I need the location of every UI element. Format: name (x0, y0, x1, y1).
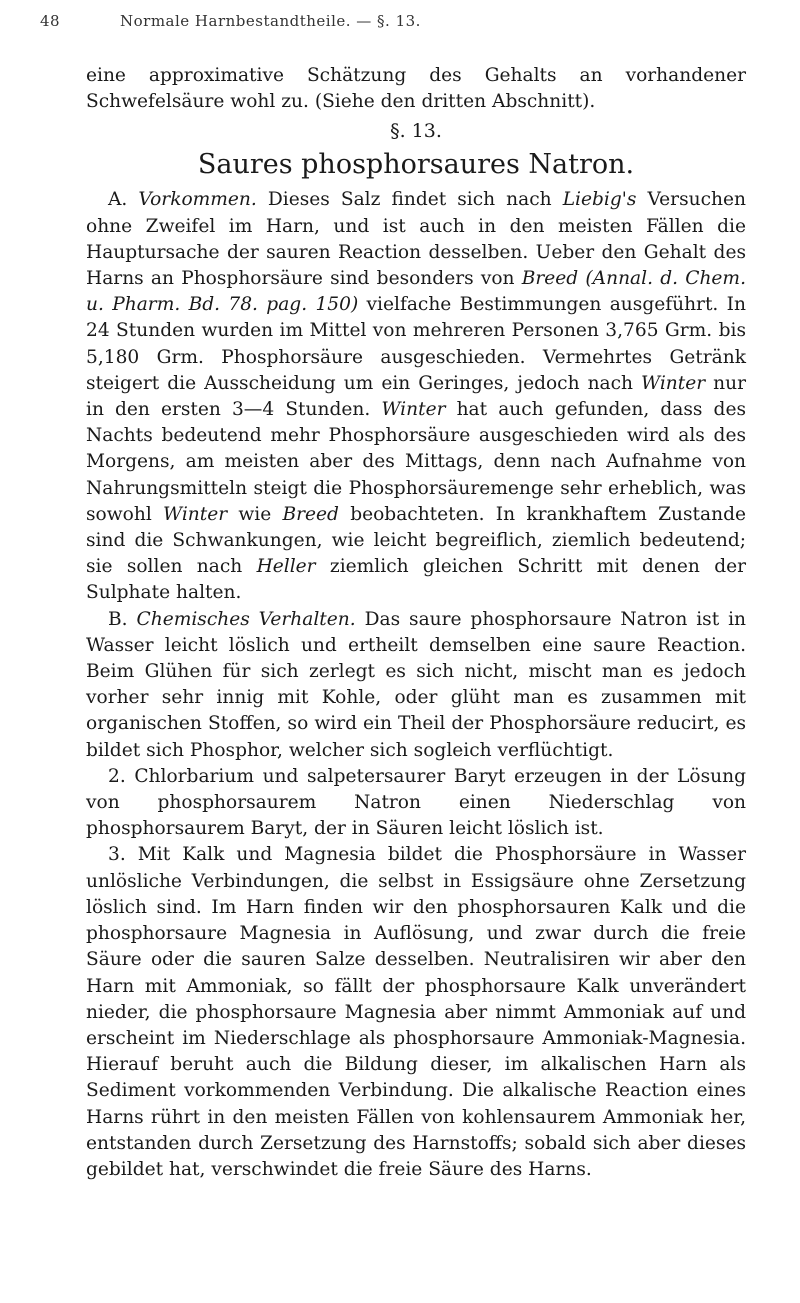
author-name: Heller (256, 556, 316, 578)
body-text (86, 63, 746, 1183)
paragraph-3: 3. Mit Kalk und Magnesia bildet die Phosphorsäure in Wasser unlösliche Verbindungen, die selbst in Essigsäure ohne Zersetzung löslich sind. Im Harn finden wir den phosphorsauren Kalk und die phosphorsaure Magnesia in Auflösung, und zwar durch die freie Säure oder die sauren Salze desselben. Neutralisiren wir aber den Harn mit Ammoniak, so fällt der phosphorsaure Kalk unverändert nieder, die phosphorsaure Magnesia aber nimmt Ammoniak auf und erscheint im Niederschlage als phosphorsaure Ammoniak-Magnesia. Hierauf beruht auch die Bildung dieser, im alkalischen Harn als Sediment vorkommenden Verbindung. Die alkalische Reaction eines Harns rührt in den meisten Fällen von kohlensaurem Ammoniak her, entstanden durch Zersetzung des Harnstoffs; sobald sich aber dieses gebildet hat, verschwindet die freie Säure des Harns. (86, 844, 746, 1180)
paragraph-b-label: B. (108, 608, 128, 630)
text-run: Versuchen ohne Zweifel im Harn, und ist auch in den meisten Fällen die Hauptursache der sauren Reaction desselben. Ueber den Gehalt des Harns an Phosphorsäure sind besonders von (86, 189, 746, 290)
citation: Breed (Annal. d. Chem. u. Pharm. Bd. 78. pag. 150) (86, 268, 746, 316)
paragraph-b-heading: Chemisches Verhalten. (136, 608, 356, 630)
author-name: Winter (381, 399, 446, 421)
text-run: beobachteten. In krankhaftem Zustande sind die Schwankungen, wie leicht begreiflich, ziemlich bedeutend; sie sollen nach (86, 503, 746, 578)
paragraph-b-text: Das saure phosphorsaure Natron ist in Wasser leicht löslich und ertheilt demselben eine saure Reaction. Beim Glühen für sich zerlegt es sich nicht, mischt man es jedoch vorher sehr innig mit Kohle, oder glüht man es zusammen mit organischen Stoffen, so wird ein Theil der Phosphorsäure reducirt, es bildet sich Phosphor, welcher sich sogleich verflüchtigt. (86, 608, 746, 761)
text-run: wie (238, 503, 272, 525)
paragraph-b (86, 607, 746, 764)
text-run: ziemlich gleichen Schritt mit denen der Sulphate halten. (86, 556, 747, 604)
text-run: nur in den ersten 3—4 Stunden. (86, 372, 746, 421)
text-run: hat auch gefunden, dass des Nachts bedeutend mehr Phosphorsäure ausgeschieden wird als des Morgens, am meisten aber des Mittags, denn nach Aufnahme von Nahrungsmitteln steigt die Phosphorsäuremenge sehr erheblich, was sowohl (86, 399, 746, 525)
paragraph-a (86, 187, 746, 606)
intro-paragraph: eine approximative Schätzung des Gehalts an vorhandener Schwefelsäure wohl zu. (Siehe den dritten Abschnitt). (86, 65, 746, 113)
author-name: Winter (641, 372, 706, 394)
author-name: Breed (282, 503, 339, 525)
author-name: Liebig's (562, 189, 637, 211)
running-title: Normale Harnbestandtheile. — §. 13. (120, 12, 421, 30)
text-run: vielfache Bestimmungen ausgeführt. In 24 Stunden wurden im Mittel von mehreren Personen 3,765 Grm. bis 5,180 Grm. Phosphorsäure ausgeschieden. Vermehrtes Getränk steigert die Ausscheidung um ein Geringes, jedoch nach (86, 294, 746, 394)
paragraph-a-label: A. (108, 189, 128, 211)
paragraph-a-heading: Vorkommen. (138, 189, 257, 211)
text-run: Dieses Salz findet sich nach (267, 189, 552, 211)
author-name: Winter (163, 503, 228, 525)
page-number: 48 (40, 12, 61, 30)
section-number: §. 13. (390, 120, 442, 143)
paragraph-2: 2. Chlorbarium und salpetersaurer Baryt erzeugen in der Lösung von phosphorsaurem Natron einen Niederschlag von phosphorsaurem Baryt, der in Säuren leicht löslich ist. (86, 765, 746, 840)
section-title: Saures phosphorsaures Natron. (197, 149, 635, 181)
